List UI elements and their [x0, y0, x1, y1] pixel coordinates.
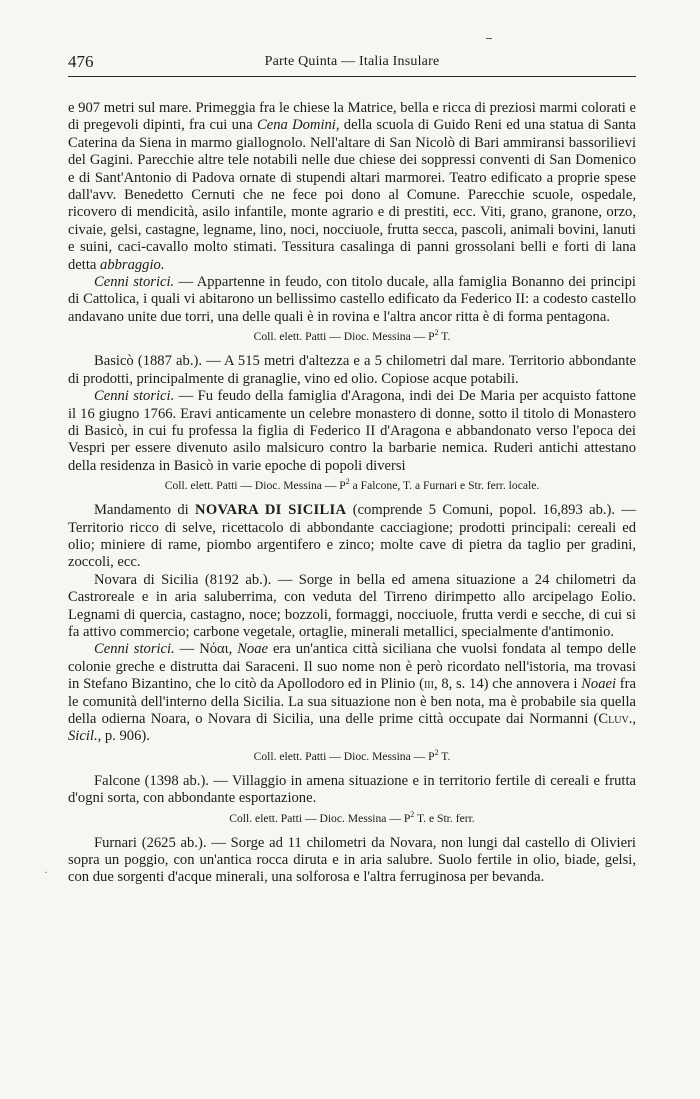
paragraph-cenni-storici: [68, 641, 636, 745]
paragraph-cenni-storici: [68, 274, 636, 326]
paragraph-cenni-storici: [68, 388, 636, 475]
text-run: Furnari (2625 ab.). — Sorge ad 11 chilometri da Novara, non lungi dal castello di Olivieri sopra un poggio, con un'antica rocca diruta e in aria salubre. Suolo fertile in olio, biade, gelsi, con due sorgenti d'acque minerali, una solforosa e l'altra ferruginosa per bevanda.: [68, 834, 636, 886]
paragraph-falcone: [68, 773, 636, 808]
paragraph-description: [68, 100, 636, 274]
text-run: ,: [632, 711, 636, 727]
text-run: Coll. elett. Patti — Dioc. Messina — P: [229, 811, 411, 825]
text-run: Mandamento di: [94, 502, 196, 519]
text-run: Novara di Sicilia (8192 ab.). — Sorge in bella ed amena situazione a 24 chilometri da Castroreale e in aria saluberrima, con veduta del Tirreno dirimpetto allo arcipelago Eolio. Legnami di quercia, castagno, noce; bozzoli, formaggi, nocciuole, frutta verdi e secche, di cui si fa attivo commercio; carbone vegetale, ortaglie, minerali metallici, specialmente d'antimonio.: [68, 571, 636, 640]
smallcaps-run: iii: [423, 676, 434, 693]
paragraph-mandamento: [68, 502, 636, 572]
greek-run: Nόαι,: [199, 641, 233, 658]
text-run: Coll. elett. Patti — Dioc. Messina — P: [164, 479, 346, 493]
text-run: , 8, s. 14) che annovera i: [433, 676, 582, 693]
page-number: 476: [68, 52, 94, 71]
citation-line: [68, 809, 636, 826]
text-run: Basicò (1887 ab.). — A 515 metri d'altezza e a 5 chilometri dal mare. Territorio abbondante di prodotti, principalmente di granaglie, vino ed olio. Copiose acque potabili.: [68, 353, 636, 387]
print-mark: [486, 38, 492, 39]
italic-run: Cena Domini,: [257, 117, 340, 134]
italic-run: Sicil.: [68, 728, 98, 745]
paragraph-furnari: [68, 835, 636, 887]
running-title: Parte Quinta — Italia Insulare: [264, 54, 440, 69]
citation-line: [68, 330, 636, 344]
text-run: — Appartenne in feudo, con titolo ducale, alla famiglia Bonanno dei principi di Cattolica, i quali vi abitarono un bellissimo castello edificato da Federico II: a codesto castello andavano unite due torri, una delle quali è in rovina e l'altra ancor ritta è di forma pentagona.: [68, 274, 636, 325]
text-run: T.: [438, 749, 451, 763]
text-run: Coll. elett. Patti — Dioc. Messina — P: [253, 330, 435, 344]
text-run: T. e Str. ferr.: [414, 811, 475, 825]
text-run: e 907 metri sul mare. Primeggia fra le chiese la Matrice, bella e ricca di preziosi marmi colorati e di pregevoli dipinti, fra cui una: [68, 100, 636, 134]
paragraph-basico: [68, 353, 636, 388]
text-run: fra le comunità dell'interno della Sicilia. La sua situazione non è ben nota, ma è probabile sia quella della odierna Noara, o Novara di Sicilia, una delle prime città occupate dai Normanni (: [68, 676, 637, 727]
text-run: — Fu feudo della famiglia d'Aragona, indi dei De Maria per acquisto fattone il 16 giugno 1766. Eravi anticamente un celebre monastero di donne, sotto il titolo di Monastero di Basicò, in cui fu professa la figlia di Federico II d'Aragona e abbandonato verso l'epoca dei Vespri per essere divenuto asilo malsicuro contro la barbarie nemica. Ruderi antichi attestano della residenza in Basicò in varie epoche di popoli diversi: [68, 388, 636, 474]
bold-run: NOVARA DI SICILIA: [195, 502, 347, 519]
superscript: 2: [434, 747, 439, 757]
text-run: Falcone (1398 ab.). — Villaggio in amena situazione e in territorio fertile di cereali e frutta d'ogni sorta, con abbondante esportazione.: [68, 772, 636, 807]
italic-run: Cenni storici.: [94, 274, 175, 291]
text-run: , p. 906).: [97, 728, 150, 745]
smallcaps-run: Cluv.: [598, 711, 633, 727]
superscript: 2: [434, 328, 439, 338]
superscript: 2: [410, 809, 415, 819]
text-run: T.: [438, 330, 451, 344]
citation-line: [68, 747, 636, 764]
text-run: Coll. elett. Patti — Dioc. Messina — P: [253, 749, 435, 763]
italic-run: Noae: [237, 641, 269, 658]
page-body: [68, 100, 636, 887]
citation-line: [68, 479, 636, 493]
text-run: a Falcone, T. a Furnari e Str. ferr. locale.: [349, 479, 540, 493]
text-run: (comprende 5 Comuni, popol. 16,893 ab.). — Territorio ricco di selve, ricettacolo di abbondante cacciagione; prodotti principali: cereali ed olio; miniere di rame, piombo argentifero e zinco; molte cave di pietra da taglio per gradini, zoccoli, ecc.: [68, 502, 636, 571]
italic-run: Noaei: [581, 676, 617, 693]
text-run: della scuola di Guido Reni ed una statua di Santa Caterina da Siena in marmo giallognolo. Nell'altare di San Nicolò di Bari ammiransi bassorilievi del Gagini. Parecchie altre tele notabili nelle due chiese dei soppressi conventi di San Domenico e di Sant'Antonio di Padova ornate di stupendi altari marmorei. Teatro edificato a proprie spese dall'avv. Benedetto Cernuti che ne fece poi dono al Comune. Parecchie scuole, ospedale, ricovero di mendicità, asilo infantile, monte agrario e di prestiti, ecc. Viti, grano, granone, orzo, civaie, gelsi, castagne, legname, lino, noci, nocciuole, frutta secca, pascoli, animali bovini, lanuti e suini, caci-cavallo molto stimati. Tessitura casalinga di panni grossolani belli e forti di lana detta: [68, 117, 636, 273]
paragraph-novara: [68, 572, 636, 642]
text-run: —: [174, 641, 200, 658]
page-header: [68, 50, 636, 77]
italic-run: Cenni storici.: [94, 641, 175, 658]
italic-run: Cenni storici.: [94, 388, 175, 405]
italic-run: abbraggio.: [100, 256, 165, 273]
superscript: 2: [345, 477, 350, 487]
margin-mark: ·: [44, 865, 48, 879]
text-run: era un'antica città siciliana che vuolsi fondata al tempo delle colonie greche e distrutta dai Saraceni. Il suo nome non è però ricordato nell'istoria, ma trovasi in Stefano Bizantino, che lo citò da Apollodoro ed in Plinio (: [68, 641, 636, 693]
